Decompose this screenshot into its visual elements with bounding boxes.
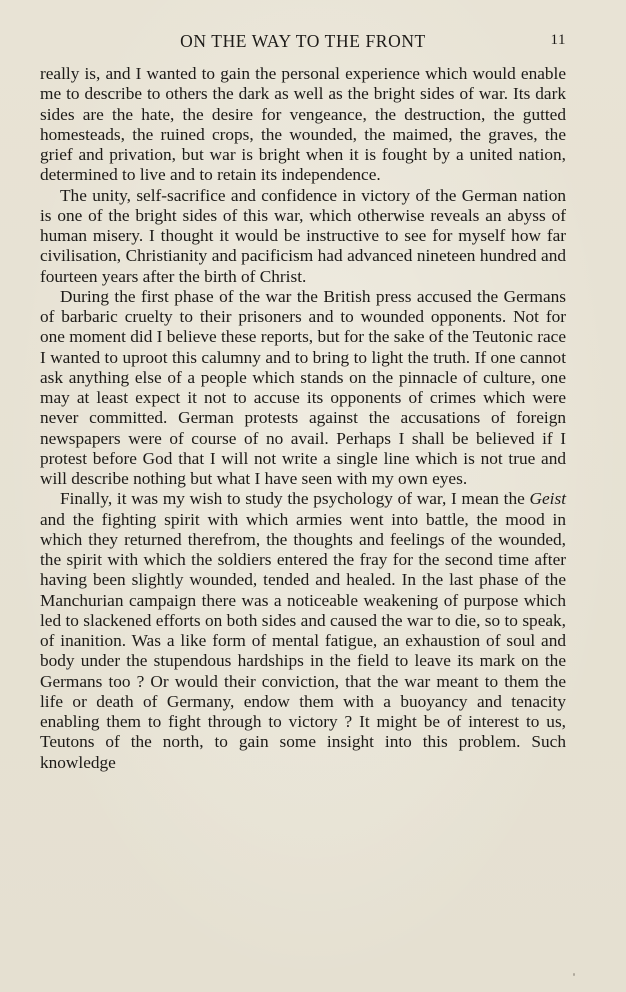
paragraph-2-text: The unity, self-sacrifice and confidence in victory of the German nation is one of the bright sides of this war, which otherwise reveals an abyss of human misery. I thought it would be instructive to see for myself how far civilisation, Christianity and pacificism had advanced nineteen hundred and fourteen years after the birth of Christ. bbox=[40, 185, 566, 286]
paper-speck bbox=[573, 973, 575, 976]
running-title: ON THE WAY TO THE FRONT bbox=[180, 31, 426, 51]
paragraph-1 bbox=[40, 64, 566, 186]
paragraph-1-text: really is, and I wanted to gain the personal experience which would enable me to describe to others the dark as well as the bright sides of war. Its dark sides are the hate, the desire for vengeance, the destruction, the gutted homesteads, the ruined crops, the wounded, the maimed, the graves, the grief and privation, but war is bright when it is fought by a united nation, determined to live and to retain its independence. bbox=[40, 64, 566, 185]
paragraph-2 bbox=[40, 186, 566, 287]
paragraph-4-text-end: and the fighting spirit with which armies went into battle, the mood in which they returned therefrom, the thoughts and feelings of the wounded, the spirit with which the soldiers entered the fray for the second time after having been slightly wounded, tended and healed. In the last phase of the Manchurian campaign there was a noticeable weakening of purpose which led to slackened efforts on both sides and caused the war to die, so to speak, of inanition. Was a like form of mental fatigue, an exhaustion of soul and body under the stupendous hardships in the field to leave its mark on the Germans too ? Or would their conviction, that the war meant to them the life or death of Germany, endow them with a buoyancy and tenacity enabling them to fight through to victory ? It might be of interest to us, Teutons of the north, to gain some insight into this problem. Such knowledge bbox=[40, 509, 566, 772]
paragraph-4 bbox=[40, 489, 566, 773]
paragraph-3 bbox=[40, 287, 566, 490]
paragraph-3-text: During the first phase of the war the British press accused the Germans of barbaric cruelty to their prisoners and to wounded opponents. Not for one moment did I believe these reports, but for the sake of the Teutonic race I wanted to uproot this calumny and to bring to light the truth. If one cannot ask anything else of a people which stands on the pinnacle of culture, one may at least expect it not to accuse its opponents of crimes which were never committed. German protests against the accusations of foreign newspapers were of course of no avail. Perhaps I shall be believed if I protest before God that I will not write a single line which is not true and will describe nothing but what I have seen with my own eyes. bbox=[40, 286, 566, 488]
paragraph-4-italic-geist: Geist bbox=[529, 489, 566, 509]
body-text bbox=[40, 64, 566, 773]
page-number: 11 bbox=[550, 32, 566, 48]
running-head bbox=[40, 30, 566, 54]
paragraph-4-text-start: Finally, it was my wish to study the psychology of war, I mean the bbox=[60, 489, 530, 509]
